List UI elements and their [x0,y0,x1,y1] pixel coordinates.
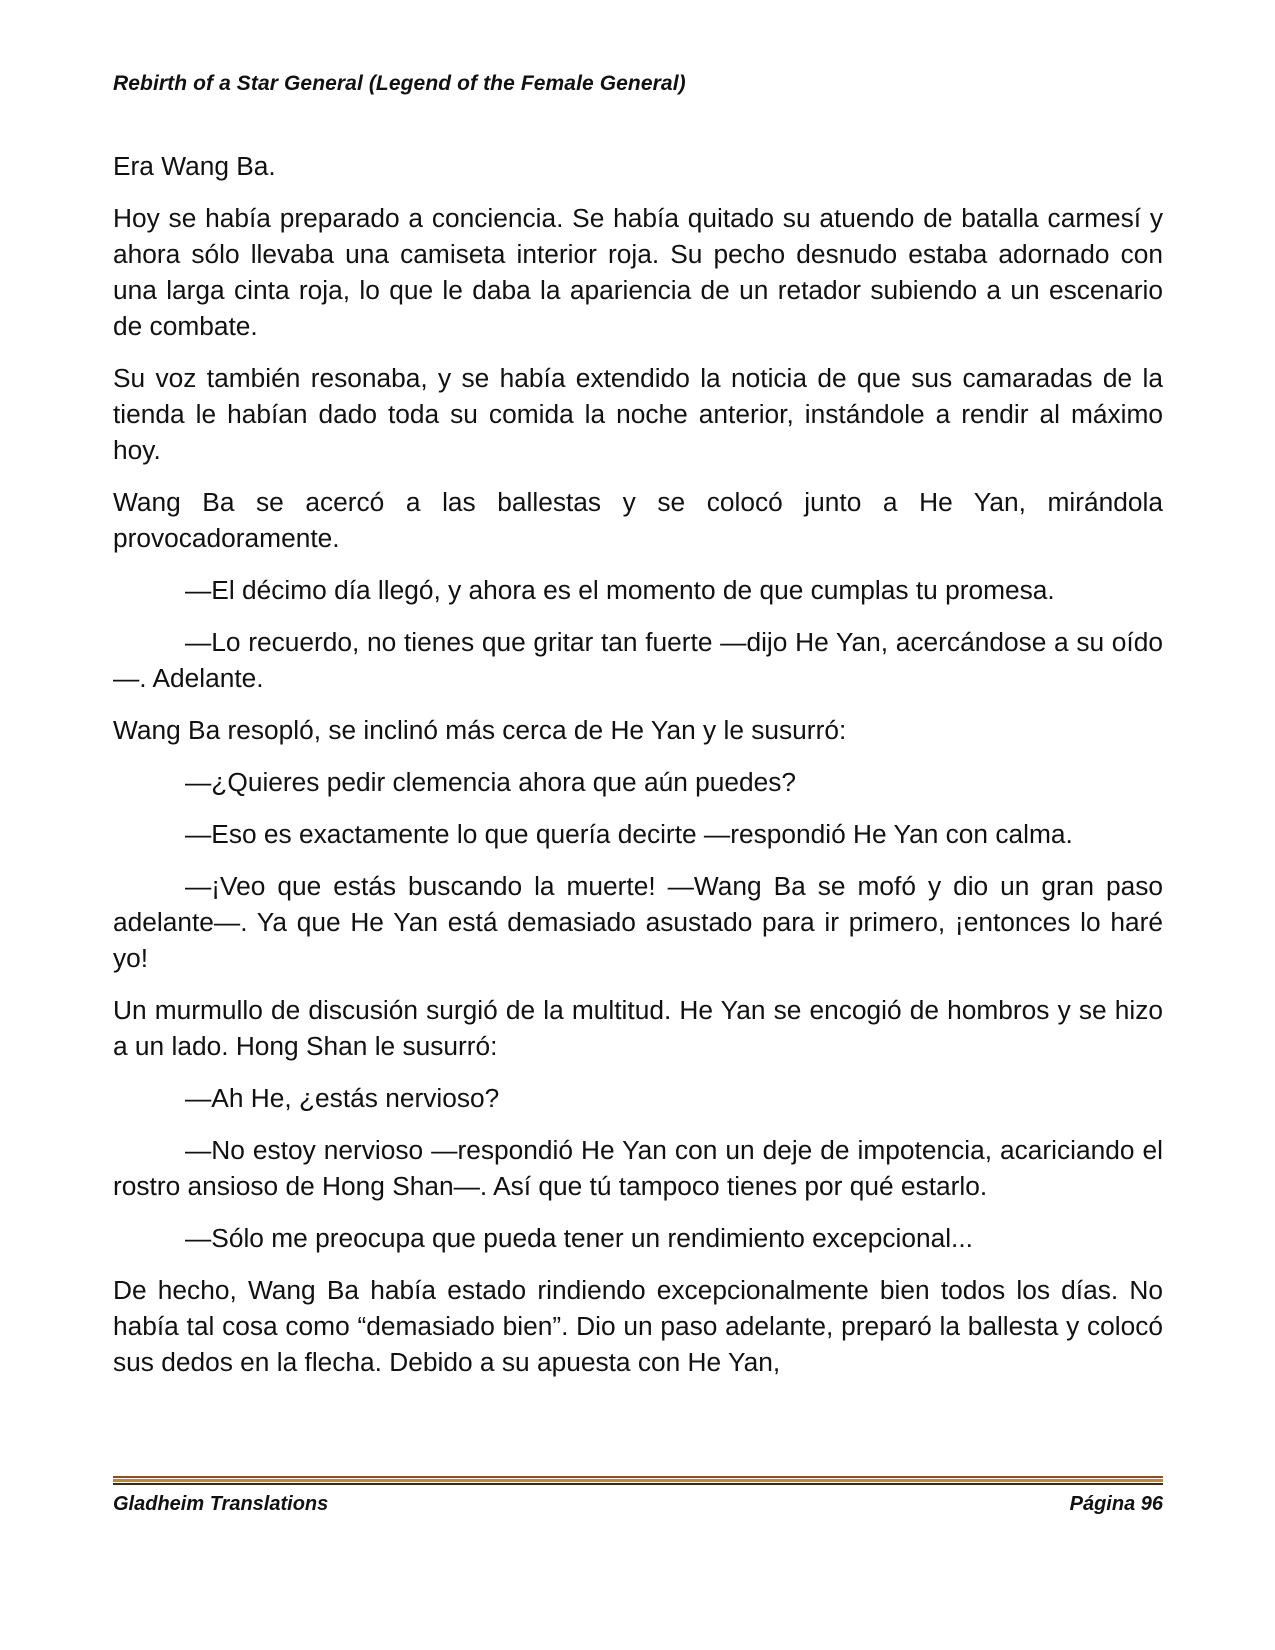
paragraph: Su voz también resonaba, y se había extendido la noticia de que sus camaradas de la tienda le habían dado toda su comida la noche anterior, instándole a rendir al máximo hoy. [113,363,1163,465]
footer-divider [113,1476,1163,1486]
paragraph: Wang Ba resopló, se inclinó más cerca de He Yan y le susurró: [113,715,847,745]
dialogue-paragraph: —Sólo me preocupa que pueda tener un rendimiento excepcional... [185,1223,973,1253]
paragraph: Wang Ba se acercó a las ballestas y se colocó junto a He Yan, mirándola provocadoramente. [113,487,1163,553]
dialogue-paragraph: —No estoy nervioso —respondió He Yan con un deje de impotencia, acariciando el rostro ansioso de Hong Shan—. Así que tú tampoco tienes por qué estarlo. [113,1135,1163,1201]
dialogue-paragraph: —El décimo día llegó, y ahora es el momento de que cumplas tu promesa. [185,575,1055,605]
paragraph: Era Wang Ba. [113,151,276,181]
footer-rule-middle [113,1479,1163,1482]
dialogue-paragraph: —Lo recuerdo, no tienes que gritar tan fuerte —dijo He Yan, acercándose a su oído—. Adelante. [113,627,1163,693]
dialogue-paragraph: —¿Quieres pedir clemencia ahora que aún puedes? [185,767,797,797]
paragraph: Un murmullo de discusión surgió de la multitud. He Yan se encogió de hombros y se hizo a un lado. Hong Shan le susurró: [113,995,1163,1061]
footer-rule-top [113,1476,1163,1478]
footer-publisher: Gladheim Translations [113,1493,329,1515]
dialogue-paragraph: —¡Veo que estás buscando la muerte! —Wang Ba se mofó y dio un gran paso adelante—. Ya que He Yan está demasiado asustado para ir primero, ¡entonces lo haré yo! [113,871,1163,973]
footer-rule-bottom [113,1483,1163,1485]
body-text [113,148,1163,1396]
dialogue-paragraph: —Ah He, ¿estás nervioso? [185,1083,500,1113]
footer-page-number: Página 96 [1069,1493,1163,1515]
running-header-title: Rebirth of a Star General (Legend of the Female General) [113,72,686,95]
dialogue-paragraph: —Eso es exactamente lo que quería decirte —respondió He Yan con calma. [185,819,1073,849]
paragraph: De hecho, Wang Ba había estado rindiendo excepcionalmente bien todos los días. No había tal cosa como “demasiado bien”. Dio un paso adelante, preparó la ballesta y colocó sus dedos en la flecha. Debido a su apuesta con He Yan, [113,1275,1163,1377]
paragraph: Hoy se había preparado a conciencia. Se había quitado su atuendo de batalla carmesí y ahora sólo llevaba una camiseta interior roja. Su pecho desnudo estaba adornado con una larga cinta roja, lo que le daba la apariencia de un retador subiendo a un escenario de combate. [113,203,1163,341]
